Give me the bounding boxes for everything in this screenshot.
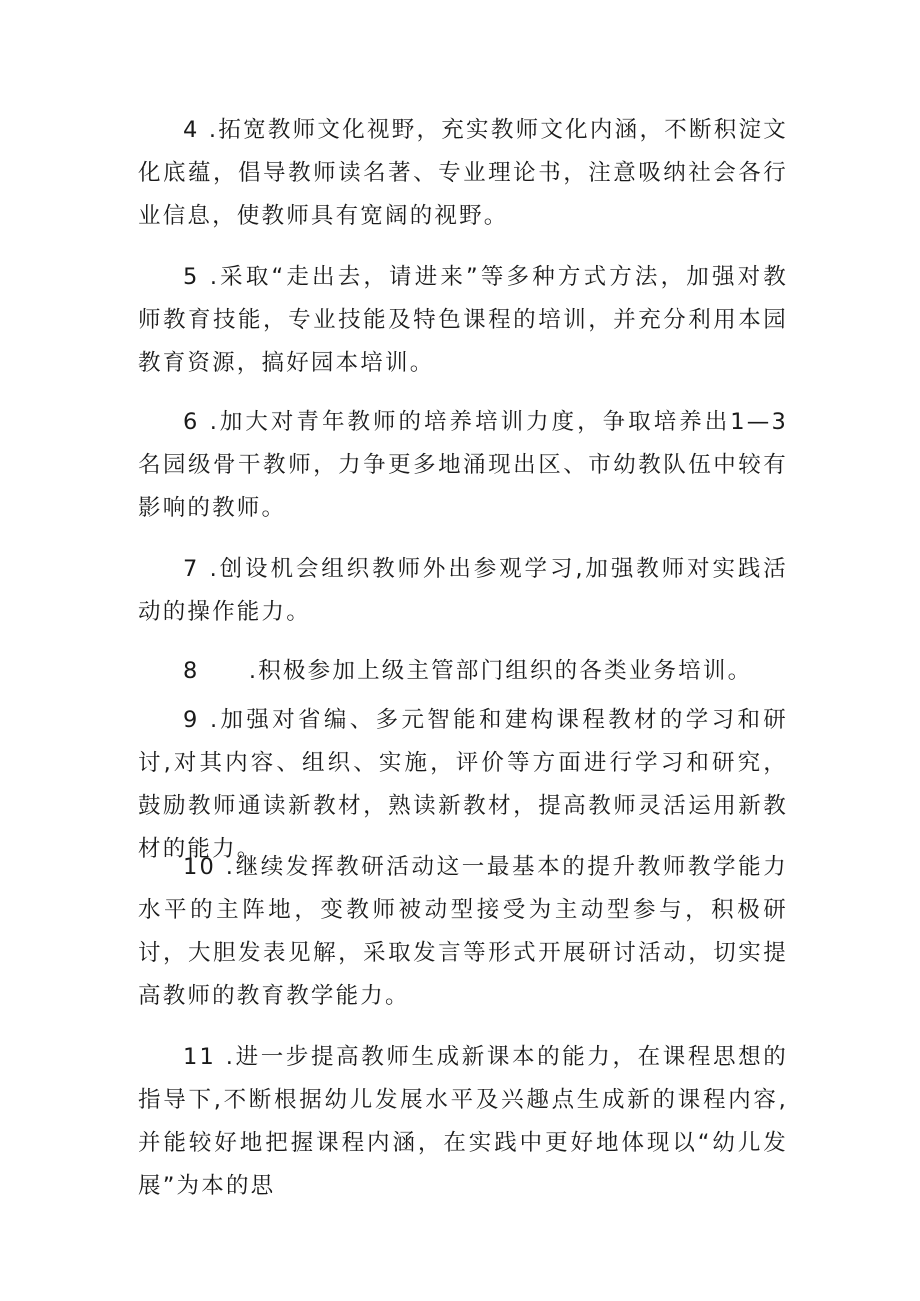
paragraph-item-5: 5 .采取“走出去，请进来”等多种方式方法，加强对教师教育技能，专业技能及特色课程的培训，并充分利用本园教育资源，搞好园本培训。 (138, 264, 788, 376)
paragraph-item-8: 8 .积极参加上级主管部门组织的各类业务培训。 (183, 658, 753, 684)
paragraph-item-6: 6 .加大对青年教师的培养培训力度，争取培养出1—3名园级骨干教师，力争更多地涌现出区、市幼教队伍中较有影响的教师。 (138, 409, 788, 521)
paragraph-item-4: 4 .拓宽教师文化视野，充实教师文化内涵，不断积淀文化底蕴，倡导教师读名著、专业理论书，注意吸纳社会各行业信息，使教师具有宽阔的视野。 (138, 117, 788, 229)
paragraph-item-9: 9 .加强对省编、多元智能和建构课程教材的学习和研讨,对其内容、组织、实施，评价等方面进行学习和研究，鼓励教师通读新教材，熟读新教材，提高教师灵活运用新教材的能力。 (138, 707, 788, 862)
paragraph-item-11: 11 .进一步提高教师生成新课本的能力，在课程思想的指导下,不断根据幼儿发展水平及兴趣点生成新的课程内容,并能较好地把握课程内涵，在实践中更好地体现以“幼儿发展”为本的思 (138, 1044, 788, 1199)
paragraph-item-7: 7 .创设机会组织教师外出参观学习,加强教师对实践活动的操作能力。 (138, 556, 788, 625)
paragraph-item-10: 10 .继续发挥教研活动这一最基本的提升教师教学能力水平的主阵地，变教师被动型接受为主动型参与，积极研讨，大胆发表见解，采取发言等形式开展研讨活动，切实提高教师的教育教学能力。 (138, 854, 788, 1009)
